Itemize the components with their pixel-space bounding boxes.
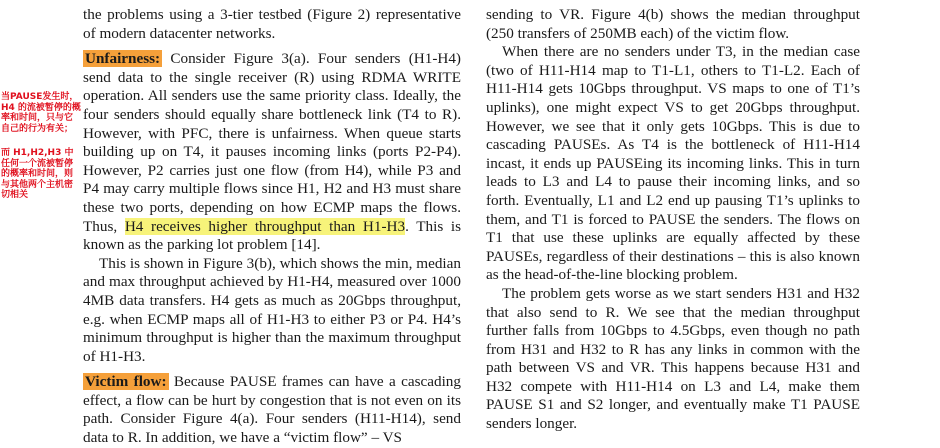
paragraph-unfairness — [83, 50, 461, 255]
unfairness-text-2: . This is known as the parking lot problem [14]. — [83, 217, 462, 254]
paragraph-victim-flow — [83, 373, 461, 447]
paragraph-worse-case: The problem gets worse as we start senders H31 and H32 that also send to R. We see that the median throughput further falls from 10Gbps to 4.5Gbps, even though no path from H31 and H32 to R has any links in common with the path between VS and VR. This happens because H31 and H32 compete with H11-H14 on L3 and L4, make them PAUSE S1 and S2 longer, and eventually make T1 PAUSE senders longer. — [486, 284, 860, 433]
margin-annotation-2: 而 H1,H2,H3 中任何一个流被暂停的概率和时间，则与其他两个主机密切相关 — [1, 148, 74, 200]
margin-annotation-1: 当PAUSE发生时，H4 的流被暂停的概率和时间，只与它自己的行为有关； — [1, 92, 81, 134]
highlighted-sentence: H4 receives higher throughput than H1-H3 — [124, 217, 406, 235]
left-column — [83, 6, 461, 448]
paragraph-figure-3b: This is shown in Figure 3(b), which shows the min, median and max throughput achieved by H1-H4, measured over 1000 4MB data transfers. H4 gets as much as 20Gbps throughput, e.g. when ECMP maps all of H1-H3 to either P3 or P4. H4’s minimum throughput is higher than the maximum throughput of H1-H3. — [83, 254, 461, 365]
unfairness-heading: Unfairness: — [85, 50, 161, 68]
victim-flow-heading: Victim flow: — [85, 373, 167, 391]
paragraph-intro-end: the problems using a 3-tier testbed (Figure 2) representative of modern datacenter networks. — [83, 6, 461, 42]
paragraph-cascading-pauses: When there are no senders under T3, in the median case (two of H11-H14 map to T1-L1, others to T1-L2. Each of H11-H14 gets 10Gbps throughput. VS maps to one of T1’s uplinks), one might expect VS to get 20Gbps throughput. However, we see that it only gets 10Gbps. This is due to cascading PAUSEs. As T4 is the bottleneck of H11-H14 incast, it ends up PAUSEing its incoming links. This in turn leads to L3 and L4 to pause their incoming links, and so forth. Eventually, L1 and L2 end up pausing T1’s uplinks to them, and T1 is forced to PAUSE the senders. The flows on T1 that use these uplinks are equally affected by these PAUSEs, regardless of their destinations – this is also known as the head-of-the-line blocking problem. — [486, 43, 860, 284]
right-column — [486, 6, 860, 434]
unfairness-text-1: Consider Figure 3(a). Four senders (H1-H4) send data to the single receiver (R) using RDMA WRITE operation. All senders use the same priority class. Ideally, the four senders should equally share bottleneck link (T4 to R). However, with PFC, there is unfairness. When queue starts building up on T4, it pauses incoming links (ports P2-P4). However, P2 carries just one flow (from H4), while P3 and P4 may carry multiple flows since H1, H2 and H3 must share these two ports, depending on how ECMP maps the flows. Thus, — [83, 50, 461, 235]
paragraph-victim-cont: sending to VR. Figure 4(b) shows the median throughput (250 transfers of 250MB each) of the victim flow. — [486, 6, 860, 42]
victim-flow-text: Because PAUSE frames can have a cascading effect, a flow can be hurt by congestion that is not even on its path. Consider Figure 4(a). Four senders (H11-H14), send data to R. In addition, we have a “victim flow” – VS — [83, 373, 461, 447]
